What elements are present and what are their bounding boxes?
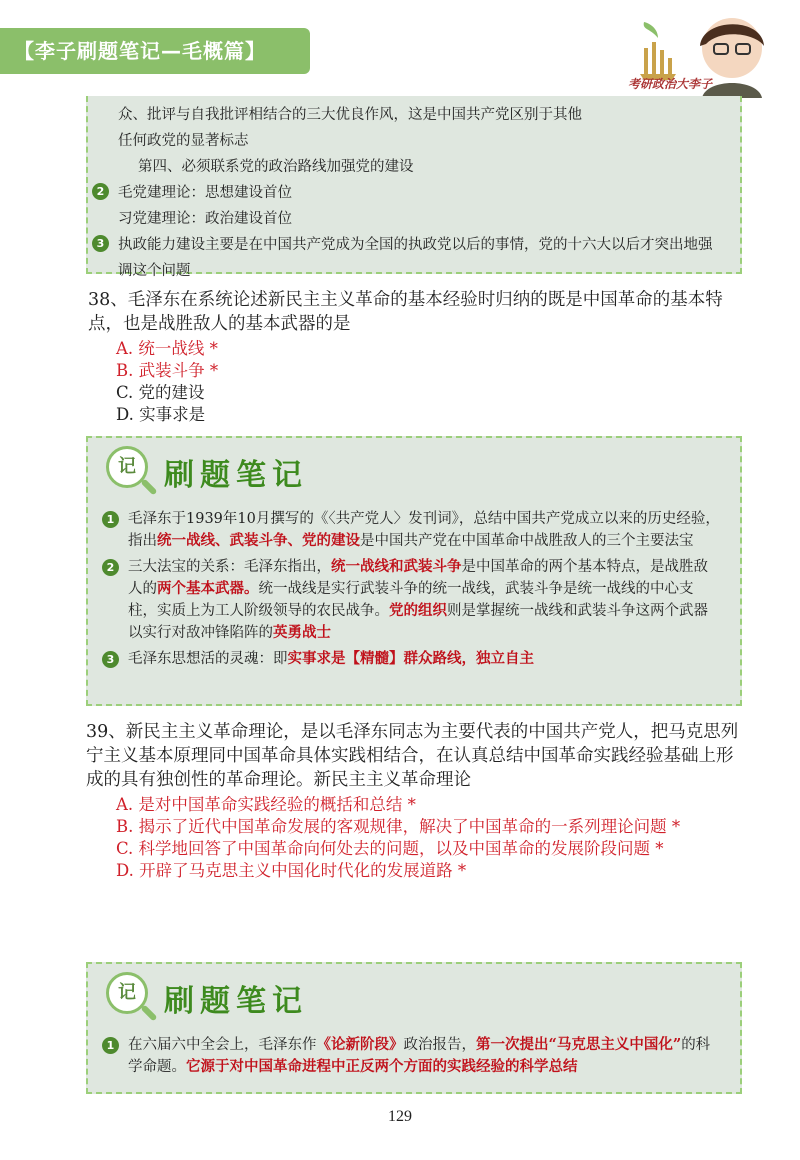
number-1-icon: 1 [102,1037,119,1054]
note-title: 刷题笔记 [164,458,308,493]
option-c: C. 科学地回答了中国革命向何处去的问题，以及中国革命的发展阶段问题 * [116,839,664,858]
number-2-icon: 2 [92,183,109,200]
page-number: 129 [388,1108,412,1125]
number-3-icon: 3 [92,235,109,252]
header-title: 【李子刷题笔记—毛概篇】 [0,28,310,74]
note-header [88,438,740,508]
top-note-line: 任何政党的显著标志 [118,133,249,149]
number-2-icon: 2 [102,559,119,576]
top-note-item: 毛党建理论：思想建设首位 [118,185,292,201]
option-b: B. 武装斗争 * [116,361,219,380]
top-note-item: 执政能力建设主要是在中国共产党成为全国的执政党以后的事情，党的十六大以后才突出地强调这个问题 [118,237,713,279]
top-note-item: 习党建理论：政治建设首位 [118,211,292,227]
question-39 [86,720,746,882]
question-38 [88,288,748,426]
note-title: 刷题笔记 [164,984,308,1019]
question-stem: 39、新民主主义革命理论，是以毛泽东同志为主要代表的中国共产党人，把马克思列宁主义基本原理同中国革命具体实践相结合，在认真总结中国革命实践经验基础上形成的具有独创性的革命理论。新民主主义革命理论 [86,722,739,790]
brand-text: 考研政治大李子 [628,77,713,91]
option-b: B. 揭示了近代中国革命发展的客观规律，解决了中国革命的一系列理论问题 * [116,817,681,836]
option-c: C. 党的建设 [116,383,205,402]
top-note-line: 众、批评与自我批评相结合的三大优良作风，这是中国共产党区别于其他 [118,107,582,123]
option-a: A. 统一战线 * [116,339,218,358]
brand-logo [622,8,772,98]
note-item: 3 毛泽东思想活的灵魂：即实事求是【精髓】群众路线，独立自主 [88,648,740,670]
note-item: 1 毛泽东于1939年10月撰写的《〈共产党人〉发刊词》，总结中国共产党成立以来的历史经验，指出统一战线、武装斗争、党的建设是中国共产党在中国革命中战胜敌人的三个主要法宝 [88,508,740,552]
note-item: 2 三大法宝的关系：毛泽东指出，统一战线和武装斗争是中国革命的两个基本特点，是战胜敌人的两个基本武器。统一战线是实行武装斗争的统一战线，武装斗争是统一战线的中心支柱，实质上为工人阶级领导的农民战争。党的组织则是掌握统一战线和武装斗争这两个武器以实行对敌冲锋陷阵的英勇战士 [88,556,740,644]
option-d: D. 实事求是 [116,405,206,424]
note-box-2 [86,962,742,1094]
note-magnifier-icon: 记 [106,446,148,488]
note-magnifier-icon: 记 [106,972,148,1014]
number-1-icon: 1 [102,511,119,528]
top-note-box [86,96,742,279]
question-stem: 38、毛泽东在系统论述新民主主义革命的基本经验时归纳的既是中国革命的基本特点，也是战胜敌人的基本武器的是 [88,290,723,334]
number-3-icon: 3 [102,651,119,668]
note-item: 1 在六届六中全会上，毛泽东作《论新阶段》政治报告，第一次提出“马克思主义中国化”的科学命题。它源于对中国革命进程中正反两个方面的实践经验的科学总结 [88,1034,740,1078]
note-box-1 [86,436,742,706]
option-a: A. 是对中国革命实践经验的概括和总结 * [116,795,416,814]
option-d: D. 开辟了马克思主义中国化时代化的发展道路 * [116,861,467,880]
note-header [88,964,740,1034]
top-note-line: 第四、必须联系党的政治路线加强党的建设 [138,159,414,175]
